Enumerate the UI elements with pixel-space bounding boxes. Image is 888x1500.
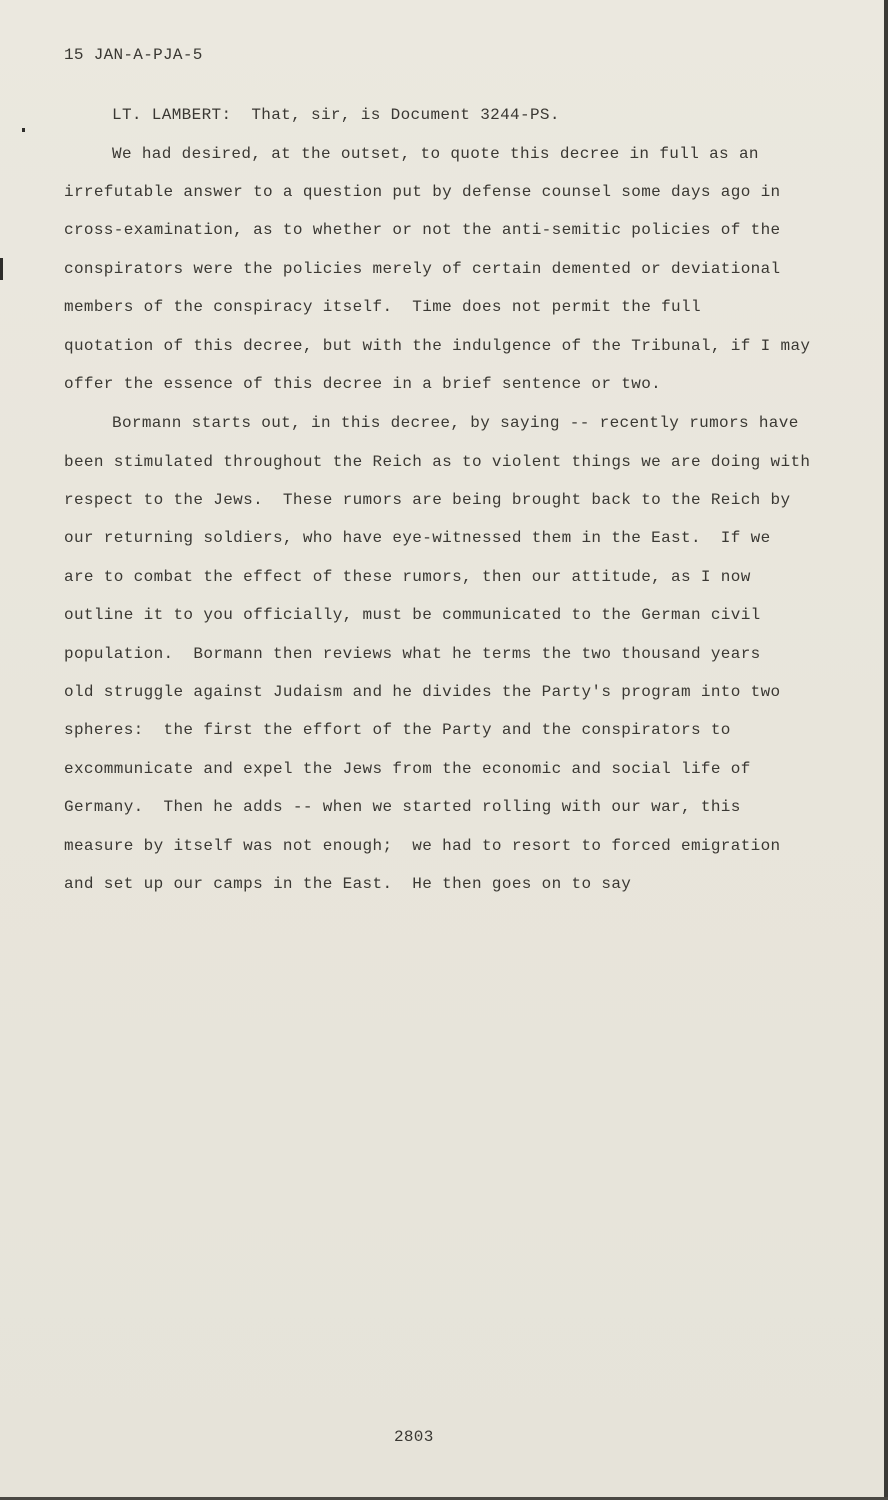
text-line: irrefutable answer to a question put by defense counsel some days ago in [64,183,781,201]
text-line: our returning soldiers, who have eye-witnessed them in the East. If we [64,529,771,547]
text-line: measure by itself was not enough; we had to resort to forced emigration [64,837,781,855]
page-edge-right [884,0,888,1500]
text-line: outline it to you officially, must be communicated to the German civil [64,606,761,624]
text-line: quotation of this decree, but with the indulgence of the Tribunal, if I may [64,337,811,355]
text-line: are to combat the effect of these rumors, then our attitude, as I now [64,568,751,586]
text-line: respect to the Jews. These rumors are being brought back to the Reich by [64,491,791,509]
text-line: Bormann starts out, in this decree, by saying -- recently rumors have [112,414,799,432]
text-line: excommunicate and expel the Jews from the economic and social life of [64,760,751,778]
page-number: 2803 [394,1428,434,1446]
document-header: 15 JAN-A-PJA-5 [64,46,203,64]
text-line: Germany. Then he adds -- when we started rolling with our war, this [64,798,741,816]
text-line: We had desired, at the outset, to quote this decree in full as an [112,145,759,163]
text-line: old struggle against Judaism and he divides the Party's program into two [64,683,781,701]
text-line: LT. LAMBERT: That, sir, is Document 3244-PS. [112,106,560,124]
text-line: been stimulated throughout the Reich as to violent things we are doing with [64,453,811,471]
text-line: conspirators were the policies merely of certain demented or deviational [64,260,781,278]
text-line: spheres: the first the effort of the Party and the conspirators to [64,721,731,739]
text-line: population. Bormann then reviews what he terms the two thousand years [64,645,761,663]
text-line: and set up our camps in the East. He then goes on to say [64,875,632,893]
text-line: cross-examination, as to whether or not the anti-semitic policies of the [64,221,781,239]
ink-dot [22,128,25,132]
text-line: members of the conspiracy itself. Time does not permit the full [64,298,701,316]
text-line: offer the essence of this decree in a brief sentence or two. [64,375,662,393]
punch-mark [0,258,3,280]
